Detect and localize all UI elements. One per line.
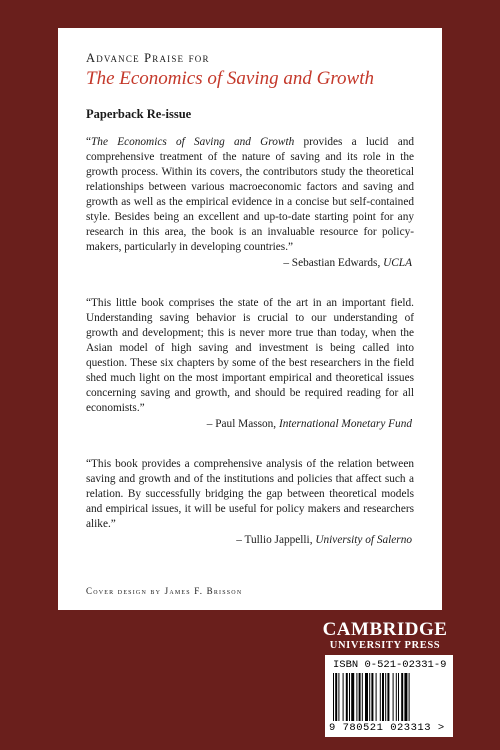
- barcode-number: 9 780521 023313 >: [329, 722, 445, 734]
- quote-1-attribution: [86, 256, 414, 271]
- quote-1-affiliation: UCLA: [383, 257, 412, 269]
- quote-2-affiliation: International Monetary Fund: [278, 418, 412, 430]
- quote-3-author: – Tullio Jappelli,: [236, 534, 316, 546]
- quote-3-text: “This book provides a comprehensive analysis of the relation between saving and growth and of the institutions and policies that affect such a relation. By successfully bridging the gap between theoretical models and empirical issues, it will be useful for policy makers and researchers alike.”: [86, 458, 414, 530]
- isbn-text: ISBN 0-521-02331-9: [333, 659, 447, 671]
- back-cover-panel: [58, 28, 442, 610]
- quote-3-attribution: [86, 533, 414, 548]
- quote-1-author: – Sebastian Edwards,: [283, 257, 384, 269]
- quote-2: [86, 296, 414, 416]
- edition-label: Paperback Re-issue: [86, 107, 192, 121]
- quote-3: [86, 457, 414, 532]
- quote-2-text: “This little book comprises the state of the art in an important field. Understanding saving behavior is crucial to our understanding of growth and development; this is never more true than today, when the Asian model of high saving and investment is being called into question. These six chapters by some of the best researchers in the field shed much light on the most important empirical and theoretical issues concerning saving and growth, and should be required reading for all economists.”: [86, 297, 414, 414]
- publisher-name: CAMBRIDGE: [322, 619, 448, 640]
- publisher-subname: UNIVERSITY PRESS: [329, 640, 441, 651]
- quote-1: “The Economics of Saving and Growth provides a lucid and comprehensive treatment of the nature of saving and its role in the growth process. Within its covers, the contributors study the theoretical relationships between various macroeconomic factors and saving and growth as well as the empirical evidence in a concise but self-contained style. Besides being an excellent and up-to-date starting point for any research in this area, the book is an invaluable resource for policy-makers, particularly in developing countries.”: [86, 136, 414, 253]
- quote-1-text: provides a lucid and comprehensive treatment of the nature of saving and its role in the growth process. Within its covers, the contributors study the theoretical relationships between various macroeconomic factors and saving and growth as well as the empirical evidence in a concise but self-contained style. Besides being an excellent and up-to-date starting point for any research in this area, the book is an invaluable resource for policy-makers, particularly in developing countries.”: [86, 136, 414, 253]
- quote-3-affiliation: University of Salerno: [315, 534, 412, 546]
- barcode-icon: [331, 673, 447, 721]
- quote-1-book-title: The Economics of Saving and Growth: [91, 136, 295, 148]
- quote-2-attribution: [86, 417, 414, 432]
- quote-2-author: – Paul Masson,: [206, 418, 279, 430]
- publisher-logo: [310, 620, 460, 652]
- book-title: The Economics of Saving and Growth: [86, 68, 374, 89]
- barcode-box: [325, 655, 453, 737]
- cover-design-credit: Cover design by James F. Brisson: [86, 586, 243, 596]
- advance-praise-heading: Advance Praise for: [86, 51, 210, 65]
